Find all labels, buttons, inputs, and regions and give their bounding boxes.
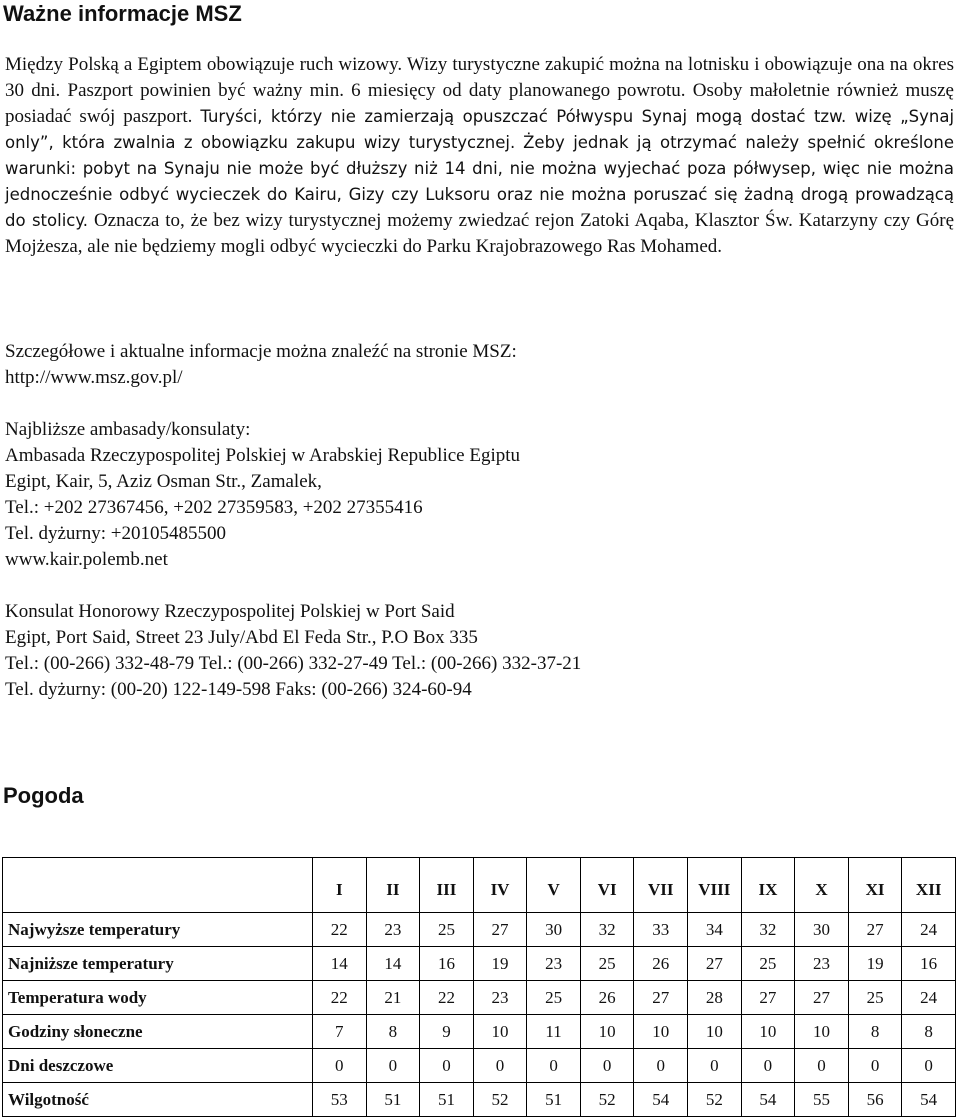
visa-paragraph [5,52,954,260]
value-cell: 19 [473,947,527,981]
row-label-cell: Dni deszczowe [3,1049,313,1083]
month-header-cell: II [366,858,420,913]
value-cell: 27 [634,981,688,1015]
weather-data-row [3,947,956,981]
value-cell: 0 [634,1049,688,1083]
value-cell: 10 [580,1015,634,1049]
value-cell: 10 [741,1015,795,1049]
month-header-cell: XI [848,858,902,913]
value-cell: 24 [902,913,956,947]
row-label-cell: Wilgotność [3,1083,313,1117]
msz-url-link[interactable]: http://www.msz.gov.pl/ [5,367,183,388]
value-cell: 14 [366,947,420,981]
month-header-cell: IX [741,858,795,913]
value-cell: 25 [420,913,474,947]
value-cell: 10 [688,1015,742,1049]
value-cell: 0 [848,1049,902,1083]
row-label-cell: Temperatura wody [3,981,313,1015]
month-header-cell: VII [634,858,688,913]
embassy-heading: Najbliższe ambasady/konsulaty: [5,419,251,440]
value-cell: 21 [366,981,420,1015]
row-label-cell: Godziny słoneczne [3,1015,313,1049]
value-cell: 26 [580,981,634,1015]
weather-data-row [3,913,956,947]
value-cell: 27 [473,913,527,947]
value-cell: 0 [473,1049,527,1083]
value-cell: 8 [902,1015,956,1049]
value-cell: 0 [688,1049,742,1083]
details-info-line: Szczegółowe i aktualne informacje można znaleźć na stronie MSZ: [5,341,517,362]
value-cell: 16 [902,947,956,981]
consulate-address: Egipt, Port Said, Street 23 July/Abd El Feda Str., P.O Box 335 [5,627,478,648]
value-cell: 52 [580,1083,634,1117]
value-cell: 25 [741,947,795,981]
weather-table-body [3,858,956,1117]
value-cell: 23 [473,981,527,1015]
sinai-sightseeing-text: Oznacza to, że bez wizy turystycznej możemy zwiedzać rejon Zatoki Aqaba, Klasztor Św. Katarzyny czy Górę Mojżesza, ale nie będziemy mogli odbyć wycieczki do Parku Krajobrazowego Ras Mohamed. [5,210,955,257]
value-cell: 9 [420,1015,474,1049]
consulate-phone: Tel.: (00-266) 332-48-79 Tel.: (00-266) 332-27-49 Tel.: (00-266) 332-37-21 [5,653,582,674]
value-cell: 24 [902,981,956,1015]
embassy-duty-phone: Tel. dyżurny: +20105485500 [5,523,226,544]
value-cell: 8 [848,1015,902,1049]
value-cell: 32 [580,913,634,947]
value-cell: 23 [366,913,420,947]
weather-data-row [3,1083,956,1117]
value-cell: 27 [795,981,849,1015]
consulate-name: Konsulat Honorowy Rzeczypospolitej Polskiej w Port Said [5,601,455,622]
row-label-cell: Najwyższe temperatury [3,913,313,947]
value-cell: 54 [741,1083,795,1117]
embassy-website-link[interactable]: www.kair.polemb.net [5,549,168,570]
sinai-conditions-text: Żeby jednak ją otrzymać należy spełnić określone warunki: pobyt na Synaju nie może być dłuższy niż 14 dni, nie można wyjechać poza półwysep, więc nie można jednocześnie odbyć wycieczek do Kairu, Gizy czy Luksoru oraz nie można poruszać się żadną drogą prowadzącą do stolicy. [5,133,955,230]
month-header-cell: VI [580,858,634,913]
month-header-cell: XII [902,858,956,913]
value-cell: 23 [527,947,581,981]
value-cell: 23 [795,947,849,981]
value-cell: 25 [527,981,581,1015]
weather-title: Pogoda [3,783,84,808]
row-label-cell: Najniższe temperatury [3,947,313,981]
consulate-duty-phone: Tel. dyżurny: (00-20) 122-149-598 Faks: (00-266) 324-60-94 [5,679,472,700]
value-cell: 30 [527,913,581,947]
value-cell: 27 [688,947,742,981]
weather-header-row [3,858,956,913]
month-header-cell: VIII [688,858,742,913]
value-cell: 14 [313,947,367,981]
value-cell: 0 [795,1049,849,1083]
value-cell: 16 [420,947,474,981]
value-cell: 52 [473,1083,527,1117]
value-cell: 53 [313,1083,367,1117]
value-cell: 10 [634,1015,688,1049]
section-title-msz: Ważne informacje MSZ [3,1,242,26]
month-header-cell: I [313,858,367,913]
embassy-name: Ambasada Rzeczypospolitej Polskiej w Arabskiej Republice Egiptu [5,445,521,466]
value-cell: 25 [580,947,634,981]
value-cell: 10 [473,1015,527,1049]
visa-info-text: Między Polską a Egiptem obowiązuje ruch wizowy. Wizy turystyczne zakupić można na lotnisku i obowiązuje ona na okres 30 dni. Paszport powinien być ważny min. 6 miesięcy od daty planowanego powrotu. Osoby małoletnie również muszę posiadać swój paszport. [5,54,954,127]
value-cell: 51 [420,1083,474,1117]
value-cell: 51 [527,1083,581,1117]
value-cell: 0 [420,1049,474,1083]
value-cell: 34 [688,913,742,947]
value-cell: 32 [741,913,795,947]
value-cell: 22 [313,913,367,947]
value-cell: 25 [848,981,902,1015]
value-cell: 27 [741,981,795,1015]
embassy-address: Egipt, Kair, 5, Aziz Osman Str., Zamalek, [5,471,322,492]
value-cell: 0 [527,1049,581,1083]
value-cell: 28 [688,981,742,1015]
weather-data-row [3,1015,956,1049]
header-corner-cell [3,858,313,913]
value-cell: 30 [795,913,849,947]
value-cell: 8 [366,1015,420,1049]
value-cell: 0 [366,1049,420,1083]
month-header-cell: V [527,858,581,913]
value-cell: 0 [902,1049,956,1083]
weather-data-row [3,981,956,1015]
value-cell: 54 [634,1083,688,1117]
value-cell: 22 [313,981,367,1015]
value-cell: 26 [634,947,688,981]
value-cell: 55 [795,1083,849,1117]
value-cell: 19 [848,947,902,981]
sinai-only-text: Turyści, którzy nie zamierzają opuszczać Półwyspu Synaj mogą dostać tzw. wizę „Synaj only”, która zwalnia z obowiązku zakupu wizy turystycznej. [5,107,955,152]
value-cell: 54 [902,1083,956,1117]
value-cell: 56 [848,1083,902,1117]
value-cell: 22 [420,981,474,1015]
month-header-cell: IV [473,858,527,913]
value-cell: 0 [313,1049,367,1083]
weather-table [2,857,956,1117]
weather-data-row [3,1049,956,1083]
value-cell: 11 [527,1015,581,1049]
value-cell: 27 [848,913,902,947]
value-cell: 51 [366,1083,420,1117]
embassy-phone: Tel.: +202 27367456, +202 27359583, +202 27355416 [5,497,423,518]
month-header-cell: III [420,858,474,913]
value-cell: 10 [795,1015,849,1049]
month-header-cell: X [795,858,849,913]
value-cell: 52 [688,1083,742,1117]
value-cell: 33 [634,913,688,947]
value-cell: 0 [580,1049,634,1083]
value-cell: 0 [741,1049,795,1083]
value-cell: 7 [313,1015,367,1049]
